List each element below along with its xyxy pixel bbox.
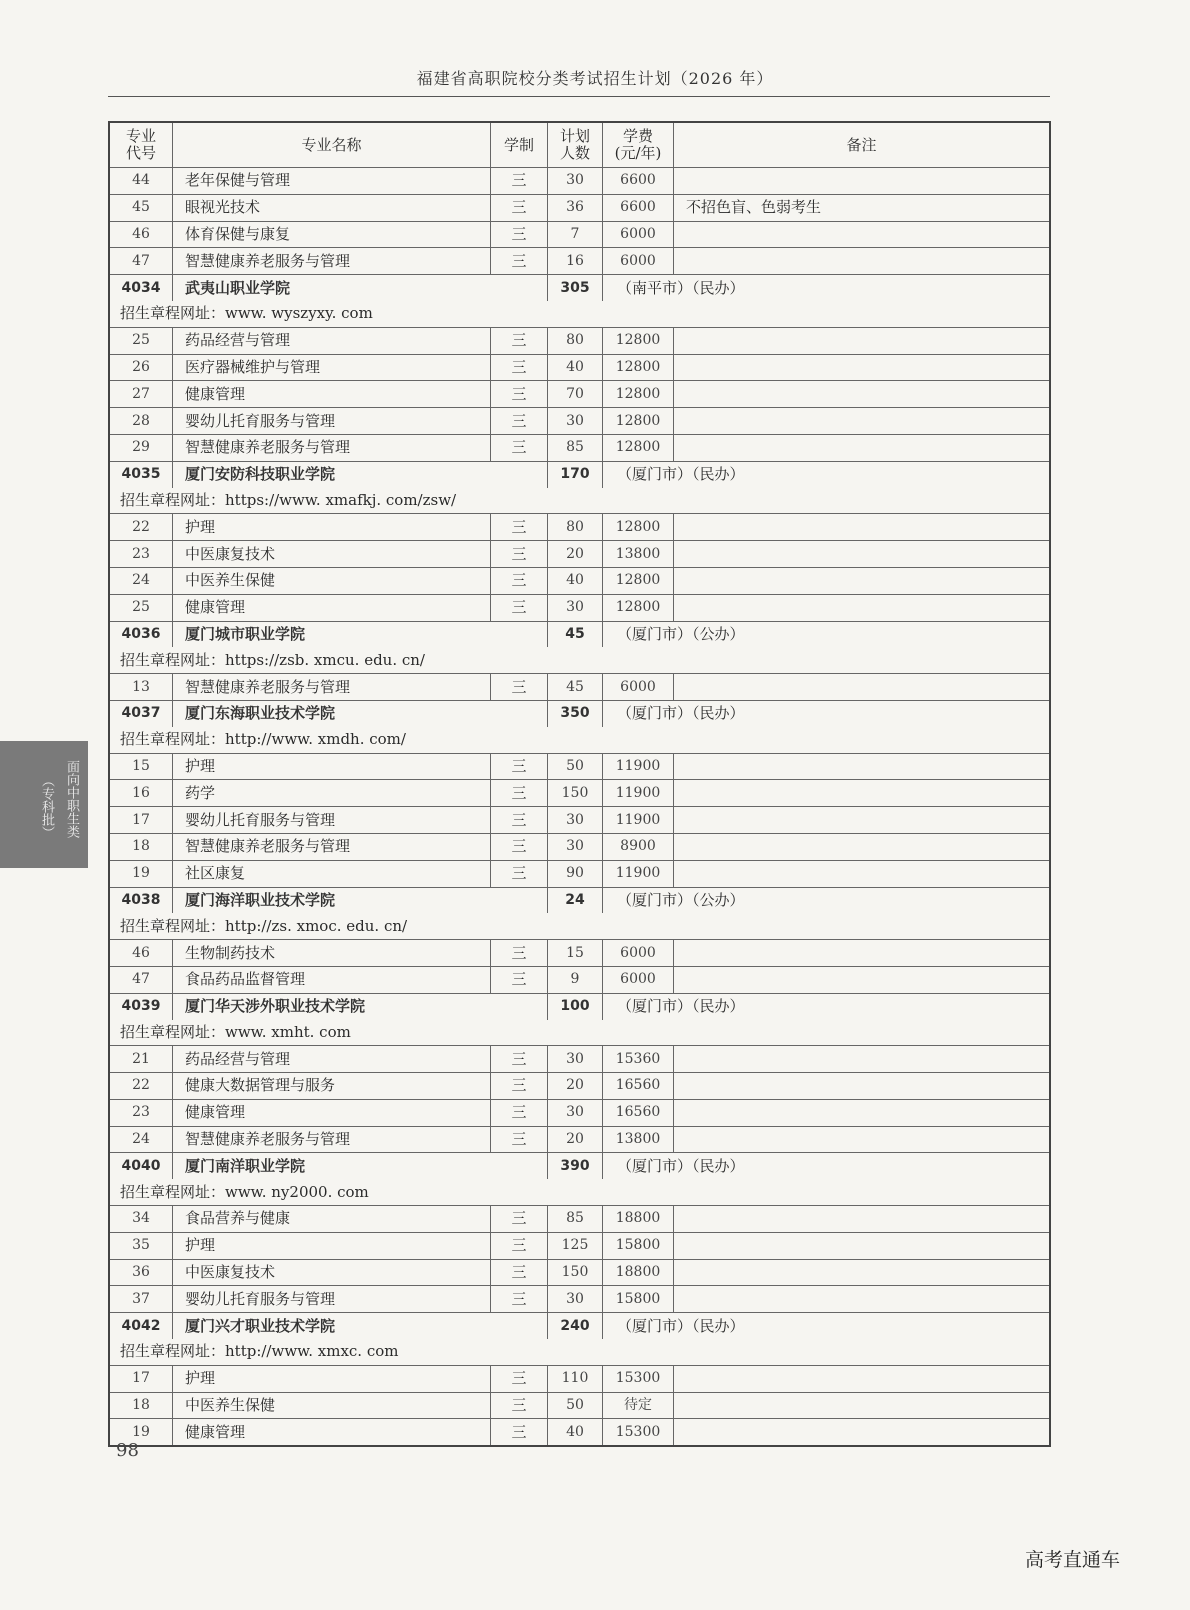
major-code: 26 bbox=[109, 354, 173, 381]
major-duration: 三 bbox=[491, 1232, 548, 1259]
major-quota: 20 bbox=[548, 1073, 603, 1100]
major-code: 25 bbox=[109, 327, 173, 354]
school-url: 招生章程网址：https://www. xmafkj. com/zsw/ bbox=[109, 488, 1050, 514]
major-row bbox=[109, 966, 1050, 993]
major-code: 19 bbox=[109, 860, 173, 887]
major-row bbox=[109, 807, 1050, 834]
major-row bbox=[109, 327, 1050, 354]
major-fee: 12800 bbox=[603, 567, 674, 594]
major-fee: 15300 bbox=[603, 1419, 674, 1446]
major-code: 37 bbox=[109, 1286, 173, 1313]
major-duration: 三 bbox=[491, 514, 548, 541]
major-code: 29 bbox=[109, 434, 173, 461]
major-name: 婴幼儿托育服务与管理 bbox=[173, 408, 491, 435]
major-fee: 13800 bbox=[603, 541, 674, 568]
header-fee: 学费 (元/年) bbox=[603, 122, 674, 168]
major-note bbox=[674, 940, 1051, 967]
school-row bbox=[109, 887, 1050, 913]
major-note bbox=[674, 674, 1051, 701]
major-duration: 三 bbox=[491, 1126, 548, 1153]
table-header-row bbox=[109, 122, 1050, 168]
major-code: 17 bbox=[109, 1365, 173, 1392]
major-name: 中医康复技术 bbox=[173, 541, 491, 568]
major-quota: 7 bbox=[548, 221, 603, 248]
school-quota: 100 bbox=[548, 993, 603, 1019]
major-code: 24 bbox=[109, 1126, 173, 1153]
major-duration: 三 bbox=[491, 541, 548, 568]
major-quota: 30 bbox=[548, 1099, 603, 1126]
major-quota: 40 bbox=[548, 1419, 603, 1446]
major-name: 中医养生保健 bbox=[173, 567, 491, 594]
major-fee: 6000 bbox=[603, 966, 674, 993]
major-fee: 11900 bbox=[603, 753, 674, 780]
major-duration: 三 bbox=[491, 940, 548, 967]
major-name: 智慧健康养老服务与管理 bbox=[173, 248, 491, 275]
major-row bbox=[109, 594, 1050, 621]
major-quota: 30 bbox=[548, 168, 603, 195]
major-name: 社区康复 bbox=[173, 860, 491, 887]
school-code: 4036 bbox=[109, 621, 173, 647]
major-name: 智慧健康养老服务与管理 bbox=[173, 833, 491, 860]
major-quota: 80 bbox=[548, 327, 603, 354]
major-note bbox=[674, 860, 1051, 887]
major-row bbox=[109, 860, 1050, 887]
school-name: 厦门兴才职业技术学院 bbox=[173, 1313, 548, 1339]
major-row bbox=[109, 434, 1050, 461]
major-duration: 三 bbox=[491, 860, 548, 887]
major-fee: 13800 bbox=[603, 1126, 674, 1153]
major-note bbox=[674, 381, 1051, 408]
major-duration: 三 bbox=[491, 1046, 548, 1073]
school-url-row bbox=[109, 913, 1050, 939]
major-quota: 36 bbox=[548, 194, 603, 221]
major-duration: 三 bbox=[491, 221, 548, 248]
major-duration: 三 bbox=[491, 753, 548, 780]
major-fee: 11900 bbox=[603, 780, 674, 807]
major-fee: 15800 bbox=[603, 1232, 674, 1259]
major-name: 体育保健与康复 bbox=[173, 221, 491, 248]
major-name: 健康管理 bbox=[173, 1419, 491, 1446]
major-note bbox=[674, 248, 1051, 275]
header-duration: 学制 bbox=[491, 122, 548, 168]
major-code: 22 bbox=[109, 1073, 173, 1100]
major-note bbox=[674, 1126, 1051, 1153]
major-note bbox=[674, 807, 1051, 834]
school-quota: 45 bbox=[548, 621, 603, 647]
school-url-row bbox=[109, 727, 1050, 753]
major-note bbox=[674, 541, 1051, 568]
school-url: 招生章程网址：www. ny2000. com bbox=[109, 1179, 1050, 1205]
major-row bbox=[109, 1099, 1050, 1126]
major-quota: 30 bbox=[548, 807, 603, 834]
major-code: 47 bbox=[109, 966, 173, 993]
watermark-text: 高考直通车 bbox=[1025, 1549, 1121, 1571]
major-note bbox=[674, 780, 1051, 807]
major-note bbox=[674, 514, 1051, 541]
major-note bbox=[674, 833, 1051, 860]
major-quota: 150 bbox=[548, 1259, 603, 1286]
major-duration: 三 bbox=[491, 1206, 548, 1233]
major-code: 36 bbox=[109, 1259, 173, 1286]
school-location: （厦门市）（民办） bbox=[603, 1153, 1051, 1179]
header-note: 备注 bbox=[674, 122, 1051, 168]
school-url-row bbox=[109, 647, 1050, 673]
major-fee: 16560 bbox=[603, 1073, 674, 1100]
major-fee: 6000 bbox=[603, 221, 674, 248]
major-row bbox=[109, 248, 1050, 275]
major-row bbox=[109, 168, 1050, 195]
major-code: 27 bbox=[109, 381, 173, 408]
major-note bbox=[674, 1046, 1051, 1073]
major-code: 25 bbox=[109, 594, 173, 621]
major-note bbox=[674, 1286, 1051, 1313]
major-code: 46 bbox=[109, 221, 173, 248]
major-row bbox=[109, 1286, 1050, 1313]
major-name: 药品经营与管理 bbox=[173, 1046, 491, 1073]
major-note bbox=[674, 1259, 1051, 1286]
major-duration: 三 bbox=[491, 1259, 548, 1286]
major-note bbox=[674, 966, 1051, 993]
major-code: 28 bbox=[109, 408, 173, 435]
major-duration: 三 bbox=[491, 780, 548, 807]
major-note bbox=[674, 1099, 1051, 1126]
major-fee: 6000 bbox=[603, 674, 674, 701]
major-fee: 12800 bbox=[603, 434, 674, 461]
school-url: 招生章程网址：https://zsb. xmcu. edu. cn/ bbox=[109, 647, 1050, 673]
school-location: （厦门市）（公办） bbox=[603, 621, 1051, 647]
major-row bbox=[109, 221, 1050, 248]
major-quota: 70 bbox=[548, 381, 603, 408]
major-name: 护理 bbox=[173, 1232, 491, 1259]
major-code: 44 bbox=[109, 168, 173, 195]
major-row bbox=[109, 1419, 1050, 1446]
school-name: 厦门华天涉外职业技术学院 bbox=[173, 993, 548, 1019]
school-row bbox=[109, 621, 1050, 647]
major-duration: 三 bbox=[491, 248, 548, 275]
major-note bbox=[674, 1392, 1051, 1419]
major-row bbox=[109, 753, 1050, 780]
major-fee: 12800 bbox=[603, 514, 674, 541]
major-fee: 12800 bbox=[603, 381, 674, 408]
major-fee: 18800 bbox=[603, 1259, 674, 1286]
major-duration: 三 bbox=[491, 327, 548, 354]
school-quota: 390 bbox=[548, 1153, 603, 1179]
major-name: 眼视光技术 bbox=[173, 194, 491, 221]
header-divider bbox=[108, 96, 1050, 97]
school-quota: 24 bbox=[548, 887, 603, 913]
major-duration: 三 bbox=[491, 1392, 548, 1419]
major-name: 药品经营与管理 bbox=[173, 327, 491, 354]
major-fee: 15300 bbox=[603, 1365, 674, 1392]
school-url-row bbox=[109, 301, 1050, 327]
major-quota: 40 bbox=[548, 567, 603, 594]
side-tab-label: 面向中职生类 bbox=[64, 760, 79, 838]
major-quota: 40 bbox=[548, 354, 603, 381]
school-name: 厦门南洋职业学院 bbox=[173, 1153, 548, 1179]
major-row bbox=[109, 1206, 1050, 1233]
major-quota: 85 bbox=[548, 434, 603, 461]
major-duration: 三 bbox=[491, 168, 548, 195]
major-code: 13 bbox=[109, 674, 173, 701]
major-row bbox=[109, 1365, 1050, 1392]
major-note bbox=[674, 594, 1051, 621]
major-quota: 50 bbox=[548, 1392, 603, 1419]
major-duration: 三 bbox=[491, 1073, 548, 1100]
school-url: 招生章程网址：http://zs. xmoc. edu. cn/ bbox=[109, 913, 1050, 939]
major-fee: 6600 bbox=[603, 194, 674, 221]
school-name: 厦门东海职业技术学院 bbox=[173, 700, 548, 726]
school-quota: 170 bbox=[548, 461, 603, 487]
major-fee: 12800 bbox=[603, 594, 674, 621]
major-row bbox=[109, 1232, 1050, 1259]
major-row bbox=[109, 1259, 1050, 1286]
major-row bbox=[109, 833, 1050, 860]
major-quota: 90 bbox=[548, 860, 603, 887]
page-number: 98 bbox=[116, 1440, 139, 1461]
major-row bbox=[109, 1126, 1050, 1153]
major-duration: 三 bbox=[491, 1365, 548, 1392]
school-quota: 240 bbox=[548, 1313, 603, 1339]
major-quota: 30 bbox=[548, 833, 603, 860]
school-location: （南平市）（民办） bbox=[603, 275, 1051, 301]
major-duration: 三 bbox=[491, 434, 548, 461]
major-duration: 三 bbox=[491, 966, 548, 993]
school-location: （厦门市）（民办） bbox=[603, 1313, 1051, 1339]
major-code: 16 bbox=[109, 780, 173, 807]
major-duration: 三 bbox=[491, 833, 548, 860]
major-duration: 三 bbox=[491, 1286, 548, 1313]
school-url: 招生章程网址：http://www. xmdh. com/ bbox=[109, 727, 1050, 753]
major-code: 35 bbox=[109, 1232, 173, 1259]
major-duration: 三 bbox=[491, 408, 548, 435]
major-duration: 三 bbox=[491, 1419, 548, 1446]
major-code: 23 bbox=[109, 1099, 173, 1126]
major-row bbox=[109, 514, 1050, 541]
major-name: 生物制药技术 bbox=[173, 940, 491, 967]
major-fee: 11900 bbox=[603, 860, 674, 887]
major-row bbox=[109, 780, 1050, 807]
major-duration: 三 bbox=[491, 674, 548, 701]
major-row bbox=[109, 354, 1050, 381]
major-code: 18 bbox=[109, 833, 173, 860]
major-fee: 待定 bbox=[603, 1392, 674, 1419]
school-row bbox=[109, 461, 1050, 487]
school-quota: 350 bbox=[548, 700, 603, 726]
major-row bbox=[109, 381, 1050, 408]
major-code: 45 bbox=[109, 194, 173, 221]
major-note bbox=[674, 168, 1051, 195]
major-quota: 45 bbox=[548, 674, 603, 701]
school-location: （厦门市）（民办） bbox=[603, 993, 1051, 1019]
major-name: 食品药品监督管理 bbox=[173, 966, 491, 993]
school-row bbox=[109, 275, 1050, 301]
school-code: 4040 bbox=[109, 1153, 173, 1179]
major-name: 中医养生保健 bbox=[173, 1392, 491, 1419]
major-code: 34 bbox=[109, 1206, 173, 1233]
major-quota: 20 bbox=[548, 541, 603, 568]
major-fee: 6000 bbox=[603, 940, 674, 967]
major-quota: 110 bbox=[548, 1365, 603, 1392]
header-major-code: 专业 代号 bbox=[109, 122, 173, 168]
major-duration: 三 bbox=[491, 594, 548, 621]
major-fee: 12800 bbox=[603, 327, 674, 354]
major-fee: 6600 bbox=[603, 168, 674, 195]
major-name: 健康管理 bbox=[173, 381, 491, 408]
major-quota: 50 bbox=[548, 753, 603, 780]
school-quota: 305 bbox=[548, 275, 603, 301]
school-code: 4042 bbox=[109, 1313, 173, 1339]
major-quota: 9 bbox=[548, 966, 603, 993]
major-note bbox=[674, 1365, 1051, 1392]
major-code: 21 bbox=[109, 1046, 173, 1073]
major-quota: 30 bbox=[548, 1286, 603, 1313]
school-url: 招生章程网址：www. wyszyxy. com bbox=[109, 301, 1050, 327]
major-duration: 三 bbox=[491, 194, 548, 221]
major-fee: 18800 bbox=[603, 1206, 674, 1233]
major-note bbox=[674, 1073, 1051, 1100]
major-quota: 85 bbox=[548, 1206, 603, 1233]
major-name: 护理 bbox=[173, 753, 491, 780]
school-name: 厦门城市职业学院 bbox=[173, 621, 548, 647]
school-row bbox=[109, 1313, 1050, 1339]
major-code: 47 bbox=[109, 248, 173, 275]
major-fee: 12800 bbox=[603, 408, 674, 435]
major-fee: 15360 bbox=[603, 1046, 674, 1073]
major-code: 22 bbox=[109, 514, 173, 541]
school-location: （厦门市）（公办） bbox=[603, 887, 1051, 913]
major-note bbox=[674, 1206, 1051, 1233]
major-name: 食品营养与健康 bbox=[173, 1206, 491, 1233]
major-note bbox=[674, 1419, 1051, 1446]
major-name: 医疗器械维护与管理 bbox=[173, 354, 491, 381]
major-name: 智慧健康养老服务与管理 bbox=[173, 1126, 491, 1153]
school-code: 4038 bbox=[109, 887, 173, 913]
major-quota: 150 bbox=[548, 780, 603, 807]
major-duration: 三 bbox=[491, 354, 548, 381]
major-name: 智慧健康养老服务与管理 bbox=[173, 674, 491, 701]
major-name: 护理 bbox=[173, 514, 491, 541]
major-quota: 125 bbox=[548, 1232, 603, 1259]
major-name: 老年保健与管理 bbox=[173, 168, 491, 195]
school-code: 4034 bbox=[109, 275, 173, 301]
school-url-row bbox=[109, 488, 1050, 514]
major-name: 护理 bbox=[173, 1365, 491, 1392]
major-row bbox=[109, 541, 1050, 568]
major-name: 智慧健康养老服务与管理 bbox=[173, 434, 491, 461]
major-duration: 三 bbox=[491, 381, 548, 408]
major-row bbox=[109, 567, 1050, 594]
major-duration: 三 bbox=[491, 567, 548, 594]
school-code: 4039 bbox=[109, 993, 173, 1019]
major-fee: 15800 bbox=[603, 1286, 674, 1313]
school-row bbox=[109, 1153, 1050, 1179]
school-url-row bbox=[109, 1339, 1050, 1365]
page-header-title: 福建省高职院校分类考试招生计划（2026 年） bbox=[416, 69, 774, 88]
header-quota: 计划 人数 bbox=[548, 122, 603, 168]
enrollment-plan-table bbox=[108, 121, 1051, 1447]
major-name: 健康管理 bbox=[173, 1099, 491, 1126]
major-note bbox=[674, 221, 1051, 248]
school-url: 招生章程网址：http://www. xmxc. com bbox=[109, 1339, 1050, 1365]
major-quota: 30 bbox=[548, 408, 603, 435]
major-code: 19 bbox=[109, 1419, 173, 1446]
school-location: （厦门市）（民办） bbox=[603, 461, 1051, 487]
major-row bbox=[109, 1046, 1050, 1073]
major-note bbox=[674, 434, 1051, 461]
major-name: 婴幼儿托育服务与管理 bbox=[173, 1286, 491, 1313]
major-row bbox=[109, 194, 1050, 221]
school-row bbox=[109, 700, 1050, 726]
major-fee: 6000 bbox=[603, 248, 674, 275]
header-major-name: 专业名称 bbox=[173, 122, 491, 168]
major-code: 15 bbox=[109, 753, 173, 780]
major-code: 46 bbox=[109, 940, 173, 967]
major-quota: 80 bbox=[548, 514, 603, 541]
major-name: 婴幼儿托育服务与管理 bbox=[173, 807, 491, 834]
major-note bbox=[674, 354, 1051, 381]
major-note bbox=[674, 753, 1051, 780]
school-code: 4037 bbox=[109, 700, 173, 726]
major-note bbox=[674, 408, 1051, 435]
major-quota: 30 bbox=[548, 1046, 603, 1073]
side-tab-sublabel: （专科批） bbox=[39, 774, 54, 839]
major-row bbox=[109, 674, 1050, 701]
major-name: 健康大数据管理与服务 bbox=[173, 1073, 491, 1100]
school-name: 武夷山职业学院 bbox=[173, 275, 548, 301]
major-row bbox=[109, 408, 1050, 435]
school-url-row bbox=[109, 1179, 1050, 1205]
major-code: 17 bbox=[109, 807, 173, 834]
major-note bbox=[674, 1232, 1051, 1259]
major-row bbox=[109, 1392, 1050, 1419]
major-duration: 三 bbox=[491, 1099, 548, 1126]
school-name: 厦门安防科技职业学院 bbox=[173, 461, 548, 487]
school-name: 厦门海洋职业技术学院 bbox=[173, 887, 548, 913]
major-note bbox=[674, 567, 1051, 594]
table-body bbox=[109, 168, 1050, 1447]
major-code: 18 bbox=[109, 1392, 173, 1419]
major-quota: 16 bbox=[548, 248, 603, 275]
major-fee: 12800 bbox=[603, 354, 674, 381]
major-code: 23 bbox=[109, 541, 173, 568]
major-quota: 20 bbox=[548, 1126, 603, 1153]
major-name: 健康管理 bbox=[173, 594, 491, 621]
major-name: 中医康复技术 bbox=[173, 1259, 491, 1286]
major-quota: 30 bbox=[548, 594, 603, 621]
major-row bbox=[109, 1073, 1050, 1100]
school-row bbox=[109, 993, 1050, 1019]
school-url-row bbox=[109, 1020, 1050, 1046]
major-fee: 8900 bbox=[603, 833, 674, 860]
school-code: 4035 bbox=[109, 461, 173, 487]
major-note bbox=[674, 327, 1051, 354]
major-fee: 16560 bbox=[603, 1099, 674, 1126]
major-row bbox=[109, 940, 1050, 967]
major-name: 药学 bbox=[173, 780, 491, 807]
major-note: 不招色盲、色弱考生 bbox=[674, 194, 1051, 221]
major-duration: 三 bbox=[491, 807, 548, 834]
major-code: 24 bbox=[109, 567, 173, 594]
major-fee: 11900 bbox=[603, 807, 674, 834]
school-url: 招生章程网址：www. xmht. com bbox=[109, 1020, 1050, 1046]
school-location: （厦门市）（民办） bbox=[603, 700, 1051, 726]
major-quota: 15 bbox=[548, 940, 603, 967]
